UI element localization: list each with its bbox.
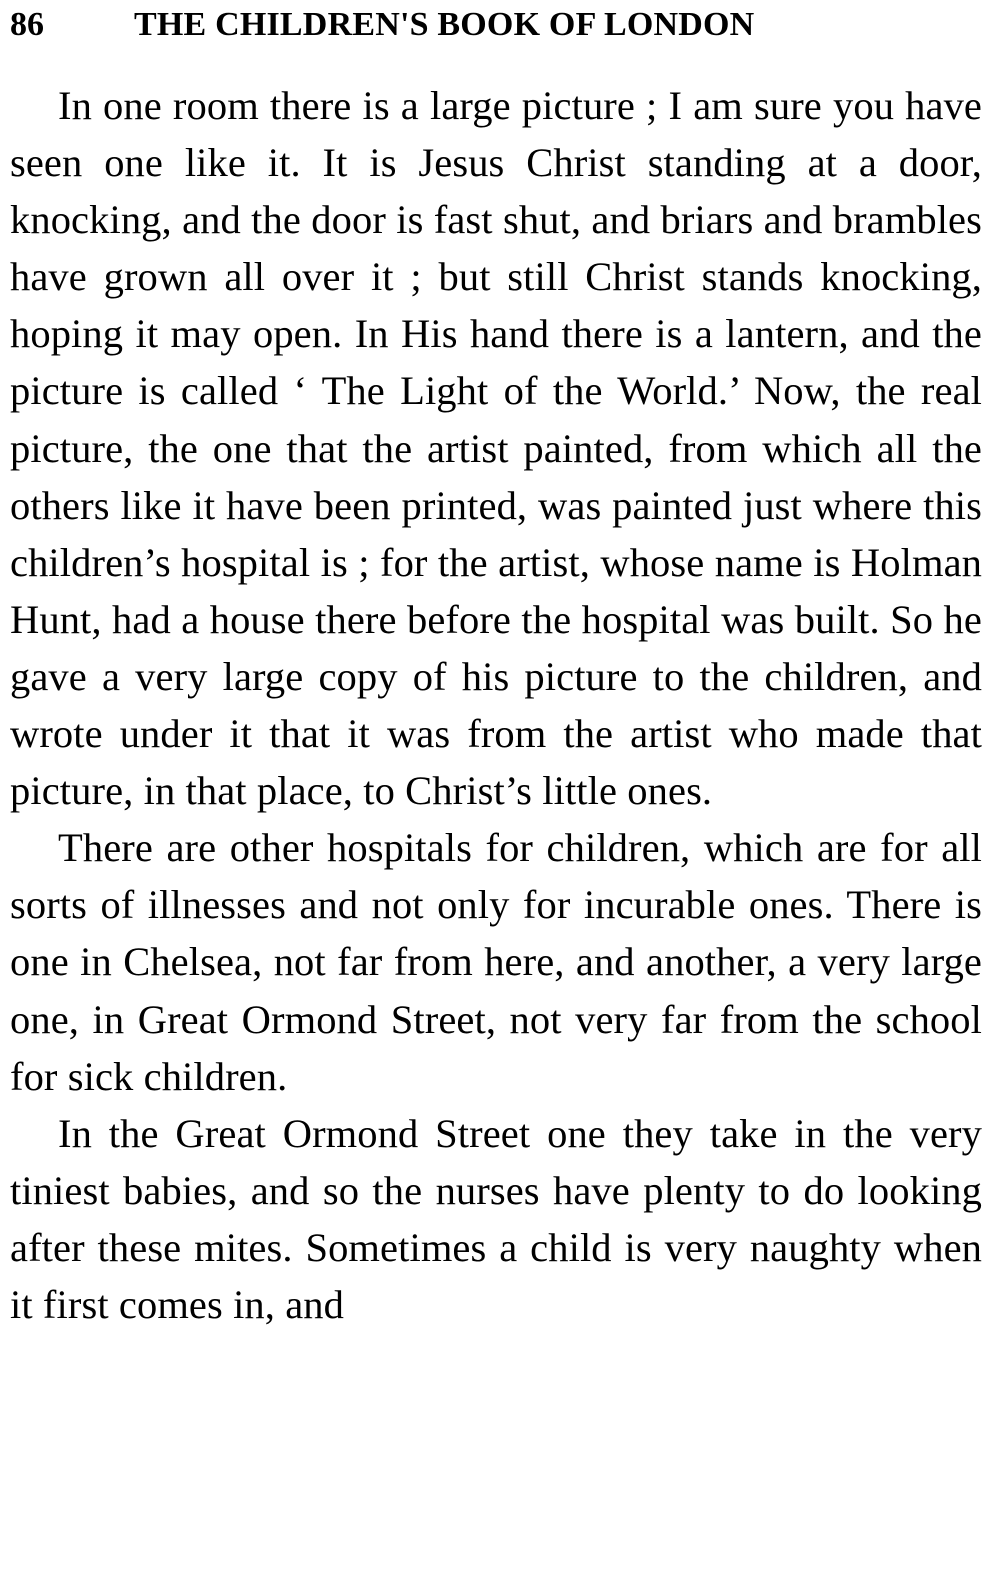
- running-head: [10, 4, 982, 46]
- body-text: [10, 77, 982, 1333]
- book-page: [10, 0, 982, 1577]
- paragraph-great-ormond-street: In the Great Ormond Street one they take in the very tiniest babies, and so the nurses have plenty to do looking after these mites. Sometimes a child is very naughty when it first comes in, and: [10, 1110, 982, 1327]
- paragraph-holman-hunt-picture: In one room there is a large picture ; I am sure you have seen one like it. It is Jesus Christ standing at a door, knocking, and the door is fast shut, and briars and brambles have grown all over it ; but still Christ stands knocking, hoping it may open. In His hand there is a lantern, and the picture is called ‘ The Light of the World.’ Now, the real picture, the one that the artist painted, from which all the others like it have been printed, was painted just where this children’s hospital is ; for the artist, whose name is Holman Hunt, had a house there before the hospital was built. So he gave a very large copy of his picture to the children, and wrote under it that it was from the artist who made that picture, in that place, to Christ’s little ones.: [10, 83, 982, 814]
- paragraph-other-hospitals: There are other hospitals for children, which are for all sorts of illnesses and not only for incurable ones. There is one in Chelsea, not far from here, and another, a very large one, in Great Ormond Street, not very far from the school for sick children.: [10, 825, 982, 1099]
- page-number: 86: [10, 6, 44, 43]
- running-title: THE CHILDREN'S BOOK OF LONDON: [134, 6, 755, 43]
